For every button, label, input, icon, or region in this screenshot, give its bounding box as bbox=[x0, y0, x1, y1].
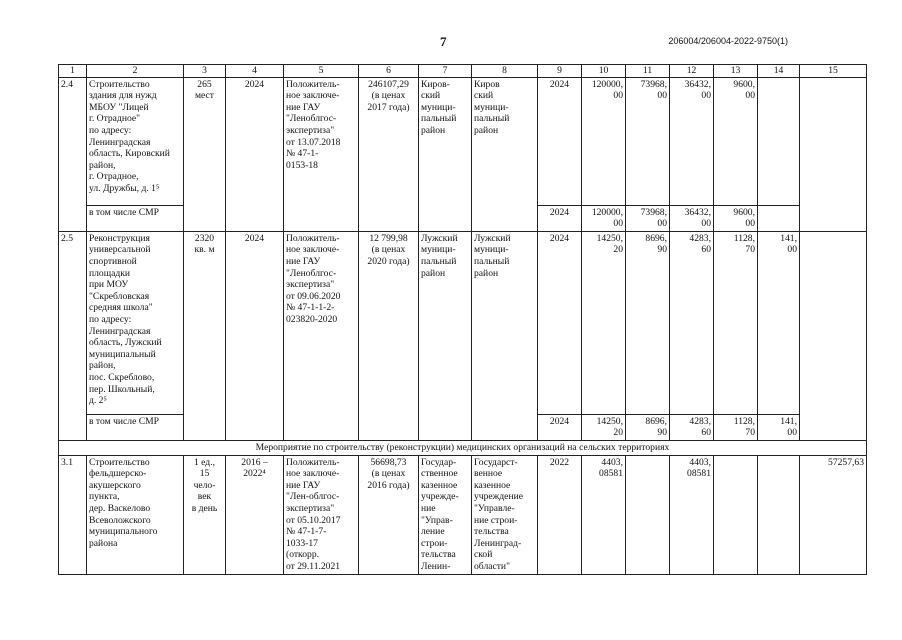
period: 2024 bbox=[226, 77, 284, 231]
construction-table bbox=[58, 64, 867, 575]
col-header: 9 bbox=[538, 65, 582, 78]
col-header: 15 bbox=[800, 65, 867, 78]
table-row bbox=[59, 231, 867, 414]
period: 2024 bbox=[226, 231, 284, 440]
amount-federal: 73968, 00 bbox=[626, 77, 670, 205]
amount-total: 120000, 00 bbox=[582, 77, 626, 205]
amount-regional: 36432, 00 bbox=[670, 205, 714, 231]
expertise: Положитель- ное заключе- ние ГАУ "Леноблгос- экспертиза" от 13.07.2018 № 47-1- 0153-18 bbox=[284, 77, 359, 231]
year: 2022 bbox=[538, 455, 582, 574]
customer: Лужский муници- пальный район bbox=[419, 231, 472, 440]
section-title: Мероприятие по строительству (реконструкции) медицинских организаций на сельских территориях bbox=[59, 440, 867, 455]
amount-regional: 36432, 00 bbox=[670, 77, 714, 205]
period: 2016 – 2022⁴ bbox=[226, 455, 284, 574]
col-header: 12 bbox=[670, 65, 714, 78]
developer: Лужский муници- пальный район bbox=[472, 231, 538, 440]
amount-regional: 4283, 60 bbox=[670, 414, 714, 440]
col-header: 5 bbox=[284, 65, 359, 78]
amount-local: 1128, 70 bbox=[714, 231, 758, 414]
col-header: 7 bbox=[419, 65, 472, 78]
table-row bbox=[59, 455, 867, 574]
amount-other bbox=[758, 455, 800, 574]
year: 2024 bbox=[538, 205, 582, 231]
amount-local: 9600, 00 bbox=[714, 77, 758, 205]
year: 2024 bbox=[538, 231, 582, 414]
object-name: Реконструкция универсальной спортивной площадки при МОУ "Скребловская средняя школа" по адресу: Ленинградская область, Лужский муниципальный район, пос. Скреблово, пер. Школьный, д. 2⁵ bbox=[87, 231, 184, 414]
section-row bbox=[59, 440, 867, 455]
amount-other: 141, 00 bbox=[758, 231, 800, 414]
capacity: 1 ед., 15 чело- век в день bbox=[184, 455, 226, 574]
amount-federal: 8696, 90 bbox=[626, 231, 670, 414]
table-row bbox=[59, 77, 867, 205]
amount-total: 120000, 00 bbox=[582, 205, 626, 231]
amount-local: 9600, 00 bbox=[714, 205, 758, 231]
estimated-cost: 56698,73 (в ценах 2016 года) bbox=[359, 455, 419, 574]
col-header: 2 bbox=[87, 65, 184, 78]
total-cost bbox=[800, 231, 867, 440]
col-header: 1 bbox=[59, 65, 87, 78]
row-number: 2.5 bbox=[59, 231, 87, 440]
amount-federal bbox=[626, 455, 670, 574]
col-header: 8 bbox=[472, 65, 538, 78]
capacity: 2320 кв. м bbox=[184, 231, 226, 440]
col-header: 4 bbox=[226, 65, 284, 78]
amount-regional: 4403, 08581 bbox=[670, 455, 714, 574]
column-number-row bbox=[59, 65, 867, 78]
amount-local: 1128, 70 bbox=[714, 414, 758, 440]
col-header: 10 bbox=[582, 65, 626, 78]
amount-total: 4403, 08581 bbox=[582, 455, 626, 574]
developer: Киров ский муници- пальный район bbox=[472, 77, 538, 231]
col-header: 14 bbox=[758, 65, 800, 78]
document-code: 206004/206004-2022-9750(1) bbox=[668, 36, 788, 46]
smr-label: в том числе СМР bbox=[87, 205, 184, 231]
total-cost bbox=[800, 77, 867, 231]
amount-regional: 4283, 60 bbox=[670, 231, 714, 414]
expertise: Положитель- ное заключе- ние ГАУ "Леноблгос- экспертиза" от 09.06.2020 № 47-1-1-2- 023820-2020 bbox=[284, 231, 359, 440]
object-name: Строительство фельдшерско- акушерского пункта, дер. Васкелово Всеволожского муниципального района bbox=[87, 455, 184, 574]
developer: Государст- венное казенное учреждение "Управле- ние строи- тельства Ленинград- ской области" bbox=[472, 455, 538, 574]
capacity: 265 мест bbox=[184, 77, 226, 231]
amount-total: 14250, 20 bbox=[582, 231, 626, 414]
amount-federal: 73968, 00 bbox=[626, 205, 670, 231]
year: 2024 bbox=[538, 414, 582, 440]
page-number: 7 bbox=[440, 34, 447, 49]
amount-other bbox=[758, 77, 800, 205]
object-name: Строительство здания для нужд МБОУ "Лицей г. Отрадное" по адресу: Ленинградская область, Кировский район, г. Отрадное, ул. Дружбы, д. 1⁵ bbox=[87, 77, 184, 205]
row-number: 2.4 bbox=[59, 77, 87, 231]
smr-label: в том числе СМР bbox=[87, 414, 184, 440]
col-header: 6 bbox=[359, 65, 419, 78]
expertise: Положитель- ное заключе- ние ГАУ "Лен-облгос- экспертиза" от 05.10.2017 № 47-1-7- 1033-17 (откорр. от 29.11.2021 bbox=[284, 455, 359, 574]
col-header: 13 bbox=[714, 65, 758, 78]
year: 2024 bbox=[538, 77, 582, 205]
customer: Киров- ский муници- пальный район bbox=[419, 77, 472, 231]
amount-other: 141, 00 bbox=[758, 414, 800, 440]
row-number: 3.1 bbox=[59, 455, 87, 574]
amount-federal: 8696, 90 bbox=[626, 414, 670, 440]
estimated-cost: 12 799,98 (в ценах 2020 года) bbox=[359, 231, 419, 440]
amount-local bbox=[714, 455, 758, 574]
customer: Государ- ственное казенное учрежде- ние "Управ- ление строи- тельства Ленин- bbox=[419, 455, 472, 574]
total-cost: 57257,63 bbox=[800, 455, 867, 574]
col-header: 3 bbox=[184, 65, 226, 78]
col-header: 11 bbox=[626, 65, 670, 78]
amount-total: 14250, 20 bbox=[582, 414, 626, 440]
amount-other bbox=[758, 205, 800, 231]
estimated-cost: 246107,29 (в ценах 2017 года) bbox=[359, 77, 419, 231]
